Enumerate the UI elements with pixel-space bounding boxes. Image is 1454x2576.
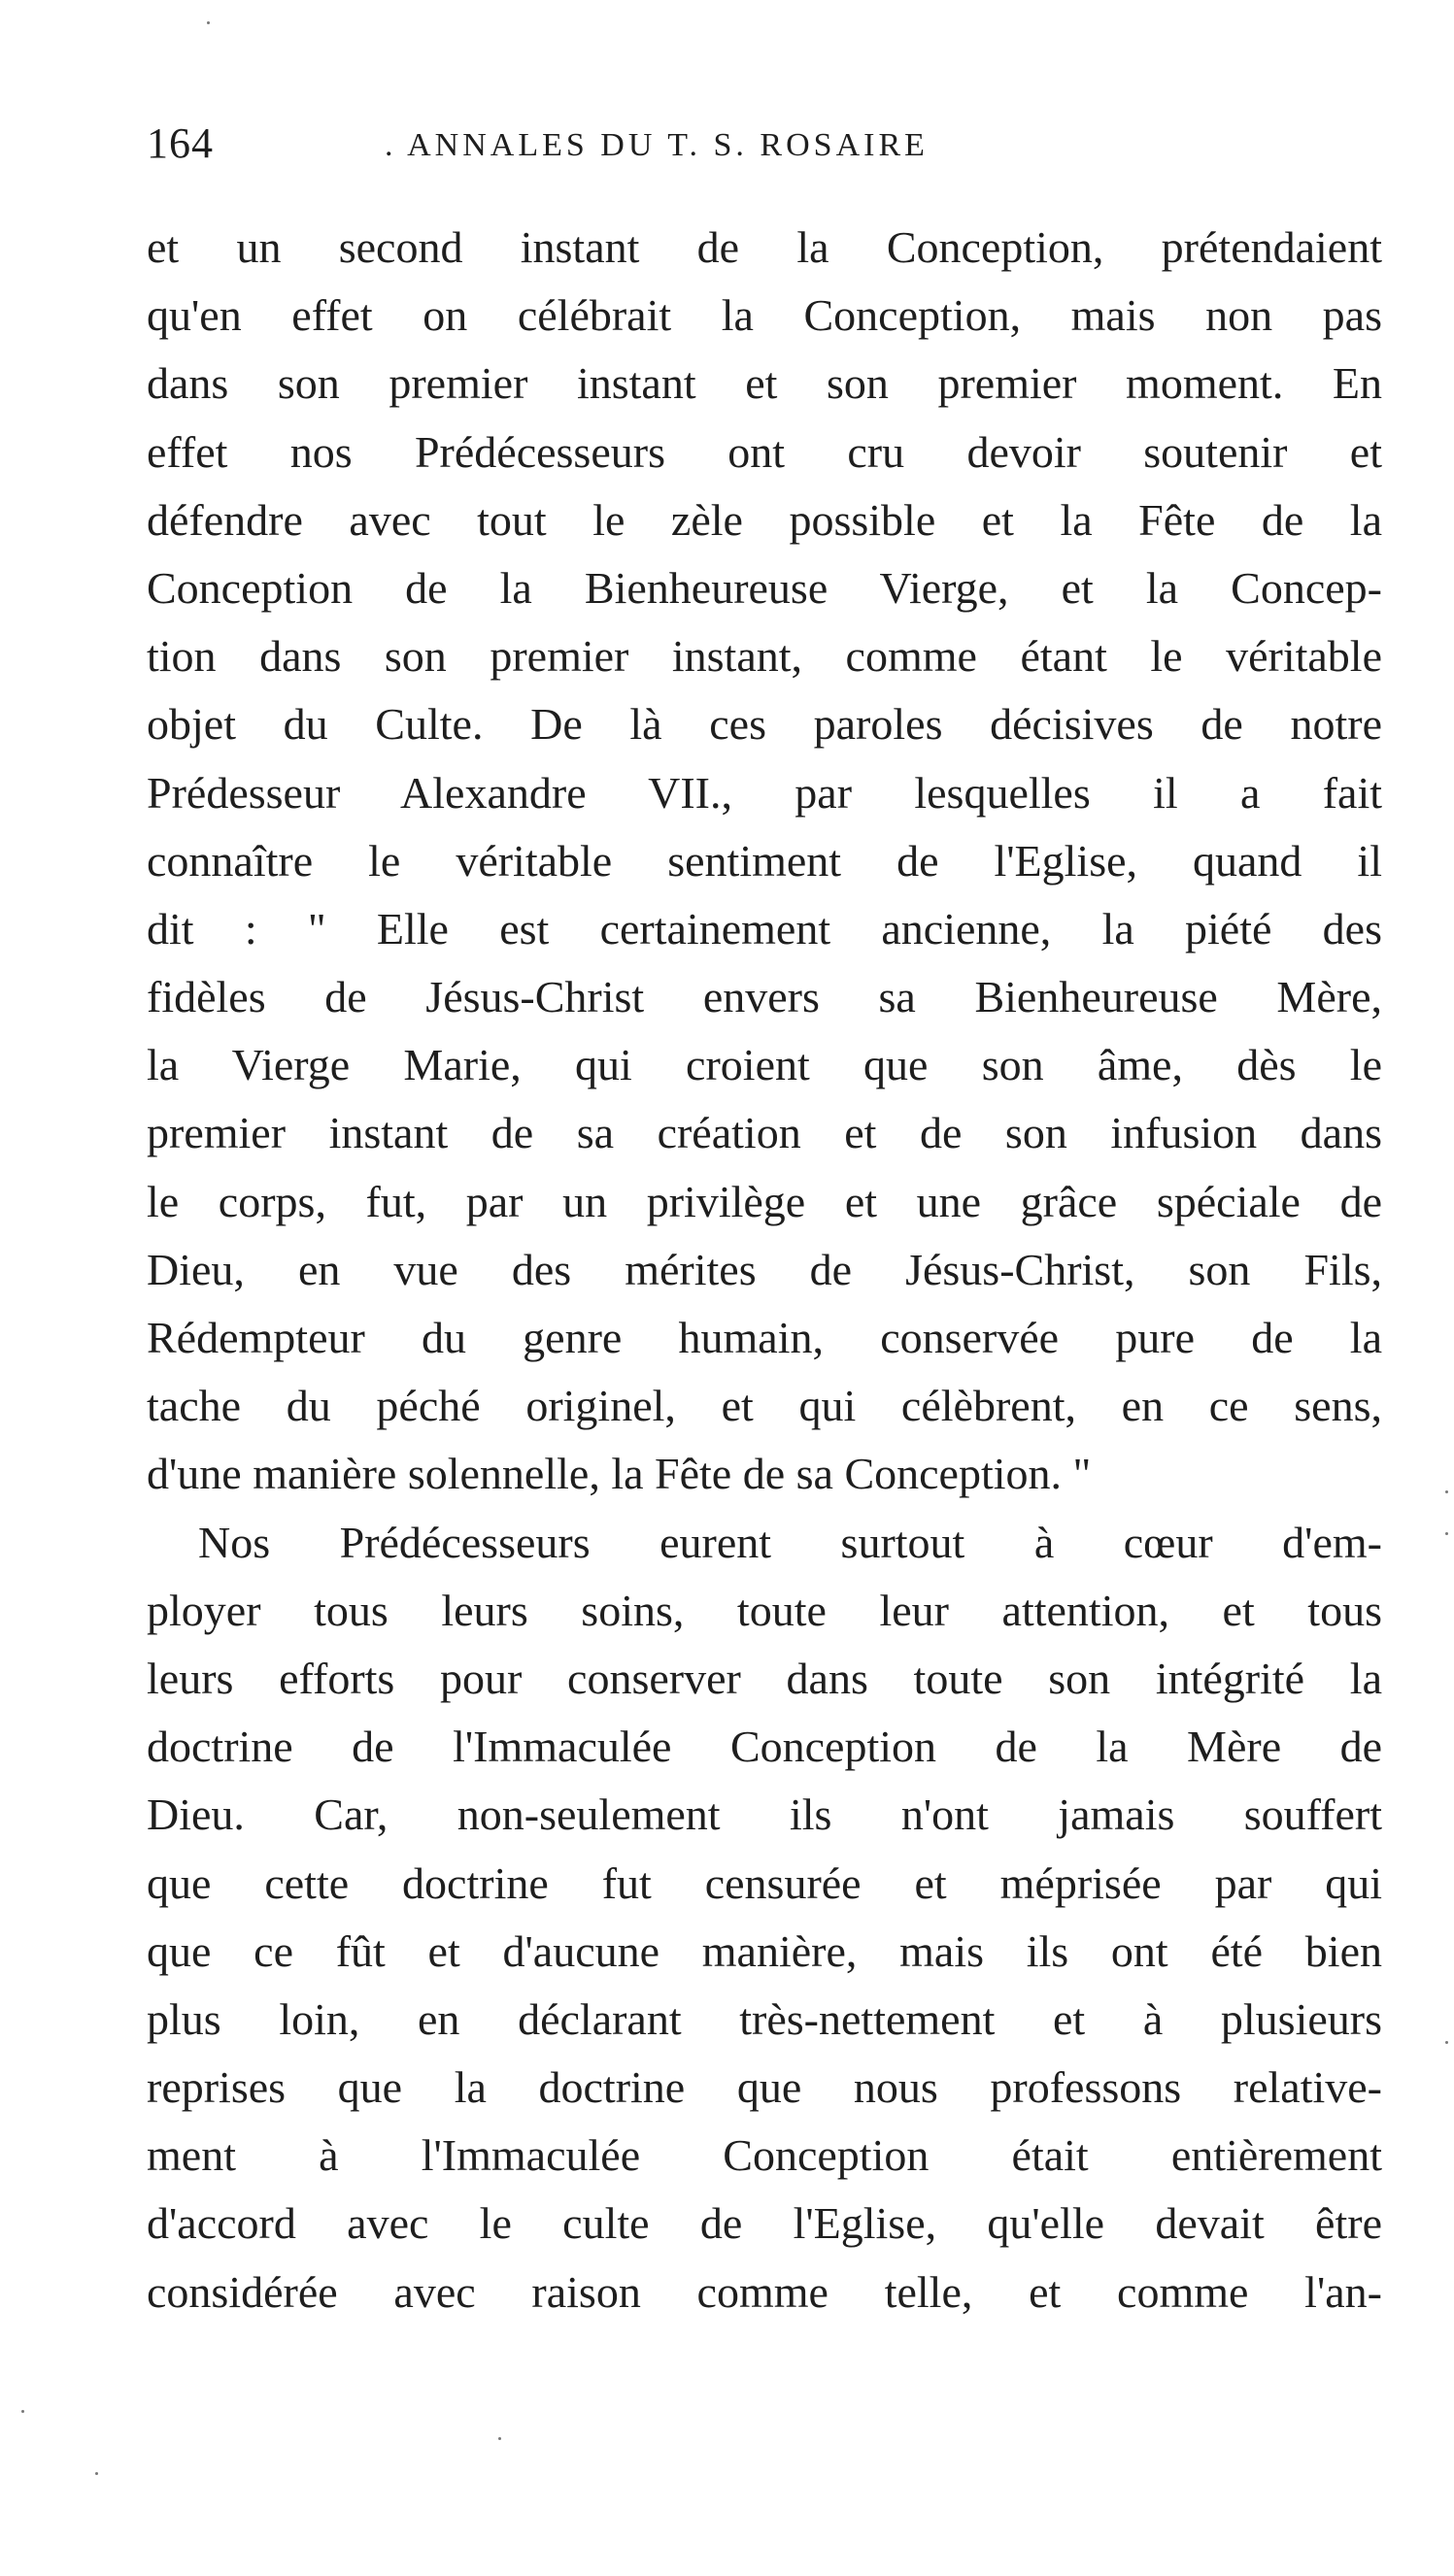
text-line: effet nos Prédécesseurs ont cru devoir soutenir et [147, 426, 1382, 477]
text-line: le corps, fut, par un privilège et une grâce spéciale de [147, 1176, 1382, 1226]
text-line: la Vierge Marie, qui croient que son âme, dès le [147, 1040, 1382, 1090]
text-line: reprises que la doctrine que nous professons relative- [147, 2062, 1382, 2113]
text-line: ployer tous leurs soins, toute leur attention, et tous [147, 1585, 1382, 1635]
text-line: dit : " Elle est certainement ancienne, la piété des [147, 903, 1382, 953]
text-line: Dieu. Car, non-seulement ils n'ont jamais souffert [147, 1790, 1382, 1840]
text-line: considérée avec raison comme telle, et comme l'an- [147, 2266, 1382, 2317]
text-line: plus loin, en déclarant très-nettement et à plusieurs [147, 1993, 1382, 2044]
text-line: Rédempteur du genre humain, conservée pure de la [147, 1313, 1382, 1362]
text-line: que ce fût et d'aucune manière, mais ils ont été bien [147, 1925, 1382, 1976]
text-line: objet du Culte. De là ces paroles décisives de notre [147, 699, 1382, 750]
scan-speck [1445, 1532, 1448, 1535]
text-line: fidèles de Jésus-Christ envers sa Bienheureuse Mère, [147, 972, 1382, 1022]
body-text [147, 214, 1382, 2326]
scan-speck [1445, 2041, 1448, 2044]
running-head: . ANNALES DU T. S. ROSAIRE [385, 127, 929, 163]
page-header [147, 115, 1390, 183]
text-line: et un second instant de la Conception, prétendaient [147, 222, 1382, 272]
scan-speck [498, 2437, 501, 2440]
text-line: défendre avec tout le zèle possible et la Fête de la [147, 494, 1382, 545]
text-line: Conception de la Bienheureuse Vierge, et la Concep- [147, 562, 1382, 613]
text-line: Dieu, en vue des mérites de Jésus-Christ, son Fils, [147, 1244, 1382, 1294]
page-number: 164 [147, 119, 214, 167]
text-line: dans son premier instant et son premier moment. En [147, 358, 1382, 409]
paragraph-end-line: d'une manière solennelle, la Fête de sa Conception. " [147, 1449, 1092, 1499]
scan-speck [1445, 1490, 1448, 1493]
text-line: doctrine de l'Immaculée Conception de la Mère de [147, 1722, 1382, 1772]
text-line: ment à l'Immaculée Conception était entièrement [147, 2130, 1382, 2181]
scan-speck [95, 2472, 98, 2475]
text-line: connaître le véritable sentiment de l'Eglise, quand il [147, 835, 1382, 886]
text-line: Prédesseur Alexandre VII., par lesquelles il a fait [147, 767, 1382, 818]
text-line: que cette doctrine fut censurée et méprisée par qui [147, 1857, 1382, 1908]
text-line: leurs efforts pour conserver dans toute son intégrité la [147, 1653, 1382, 1703]
paragraph-start-line: Nos Prédécesseurs eurent surtout à cœur d'em- [198, 1517, 1382, 1567]
text-line: d'accord avec le culte de l'Eglise, qu'elle devait être [147, 2198, 1382, 2249]
scan-speck [207, 21, 210, 24]
text-line: premier instant de sa création et de son infusion dans [147, 1108, 1382, 1158]
text-line: qu'en effet on célébrait la Conception, mais non pas [147, 290, 1382, 341]
scan-speck [21, 2410, 24, 2413]
text-line: tion dans son premier instant, comme étant le véritable [147, 631, 1382, 682]
text-line: tache du péché originel, et qui célèbrent, en ce sens, [147, 1381, 1382, 1431]
